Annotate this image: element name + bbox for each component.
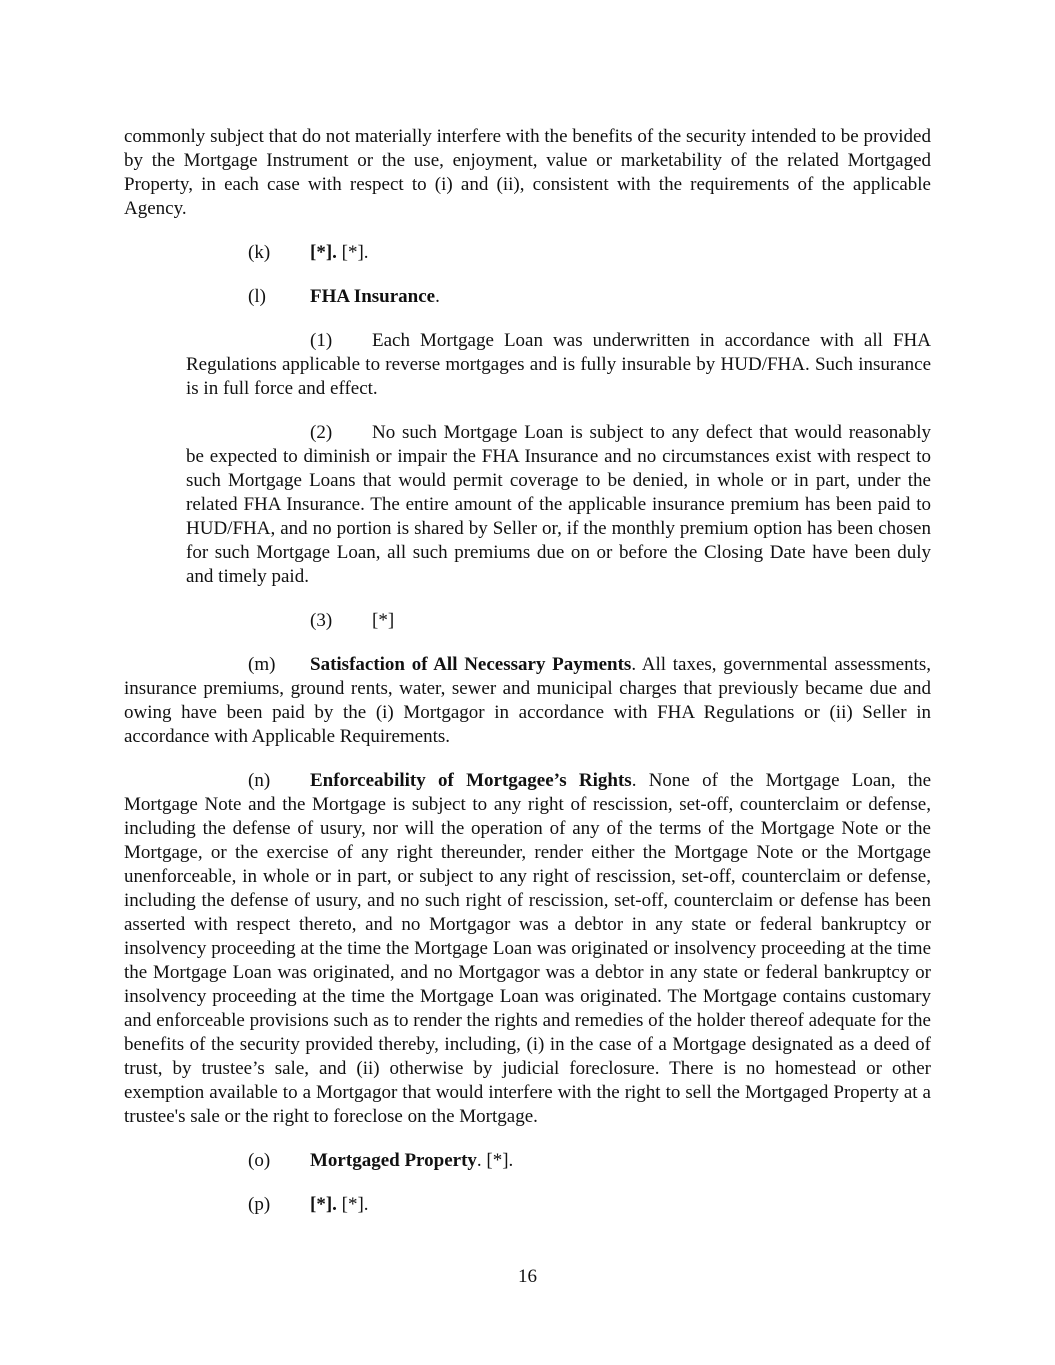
paragraph-n [124, 769, 931, 1129]
paragraph-intro: commonly subject that do not materially interfere with the benefits of the security intended to be provided by the Mortgage Instrument or the use, enjoyment, value or marketability of the related Mortgaged Property, in each case with respect to (i) and (ii), consistent with the requirements of the applicable Agency. [124, 126, 931, 219]
section-number-l: (l) [248, 286, 266, 307]
section-text-m: . All taxes, governmental assessments, insurance premiums, ground rents, water, sewer and municipal charges that previously became due and owing have been paid by the (i) Mortgagor in accordance with FHA Regulations or (ii) Seller in accordance with Applicable Requirements. [124, 654, 931, 747]
paragraph-l [124, 285, 931, 309]
subsection-number-3: (3) [310, 610, 333, 631]
section-heading-p: [*]. [310, 1194, 337, 1215]
page-number: 16 [518, 1266, 537, 1287]
section-heading-o: Mortgaged Property [310, 1150, 477, 1171]
paragraph-l2 [186, 421, 931, 589]
section-text-n: . None of the Mortgage Loan, the Mortgage Note and the Mortgage is subject to any right of rescission, set-off, counterclaim or defense, including the defense of usury, nor will the operation of any of the terms of the Mortgage Note or the Mortgage, or the exercise of any right thereunder, render either the Mortgage Note or the Mortgage unenforceable, in whole or in part, or subject to any right of rescission, set-off, counterclaim or defense, including the defense of usury, and no such right of rescission, set-off, counterclaim or defense has been asserted with respect thereto, and no Mortgagor was a debtor in any state or federal bankruptcy or insolvency proceeding at the time the Mortgage Loan was originated or insolvency proceeding at the time the Mortgage Loan was originated, and no Mortgagor was a debtor in any state or federal bankruptcy or insolvency proceeding at the time the Mortgage Loan was originated. The Mortgage contains customary and enforceable provisions such as to render the rights and remedies of the holder thereof adequate for the benefits of the security provided thereby, including, (i) in the case of a Mortgage designated as a deed of trust, by trustee’s sale, and (ii) otherwise by judicial foreclosure. There is no homestead or other exemption available to a Mortgagor that would interfere with the right to sell the Mortgaged Property at a trustee's sale or the right to foreclose on the Mortgage. [124, 770, 932, 1127]
section-text-l: . [435, 286, 440, 307]
document-page [124, 125, 931, 1237]
section-heading-m: Satisfaction of All Necessary Payments [310, 654, 632, 675]
paragraph-l3 [124, 609, 931, 633]
paragraph-l1 [186, 329, 931, 401]
section-text-p: [*]. [336, 1194, 369, 1215]
paragraph-o [124, 1149, 931, 1173]
subsection-text-1: Each Mortgage Loan was underwritten in accordance with all FHA Regulations applicable to reverse mortgages and is fully insurable by HUD/FHA. Such insurance is in full force and effect. [186, 330, 931, 399]
section-number-m: (m) [248, 654, 276, 675]
section-heading-l: FHA Insurance [310, 286, 436, 307]
subsection-number-1: (1) [310, 330, 333, 351]
section-text-o: . [*]. [476, 1150, 514, 1171]
subsection-number-2: (2) [310, 422, 333, 443]
section-number-p: (p) [248, 1194, 271, 1215]
paragraph-k [124, 241, 931, 265]
section-number-n: (n) [248, 770, 271, 791]
paragraph-m [124, 653, 931, 749]
subsection-text-2: No such Mortgage Loan is subject to any defect that would reasonably be expected to diminish or impair the FHA Insurance and no circumstances exist with respect to such Mortgage Loans that would permit coverage to be denied, in whole or in part, under the related FHA Insurance. The entire amount of the applicable insurance premium has been paid to HUD/FHA, and no portion is shared by Seller or, if the monthly premium option has been chosen for such Mortgage Loan, all such premiums due on or before the Closing Date have been duly and timely paid. [186, 422, 931, 587]
section-number-k: (k) [248, 242, 271, 263]
section-number-o: (o) [248, 1150, 271, 1171]
paragraph-p [124, 1193, 931, 1217]
section-text-k: [*]. [336, 242, 369, 263]
section-heading-k: [*]. [310, 242, 337, 263]
section-heading-n: Enforceability of Mortgagee’s Rights [310, 770, 632, 791]
subsection-text-3: [*] [372, 610, 395, 631]
